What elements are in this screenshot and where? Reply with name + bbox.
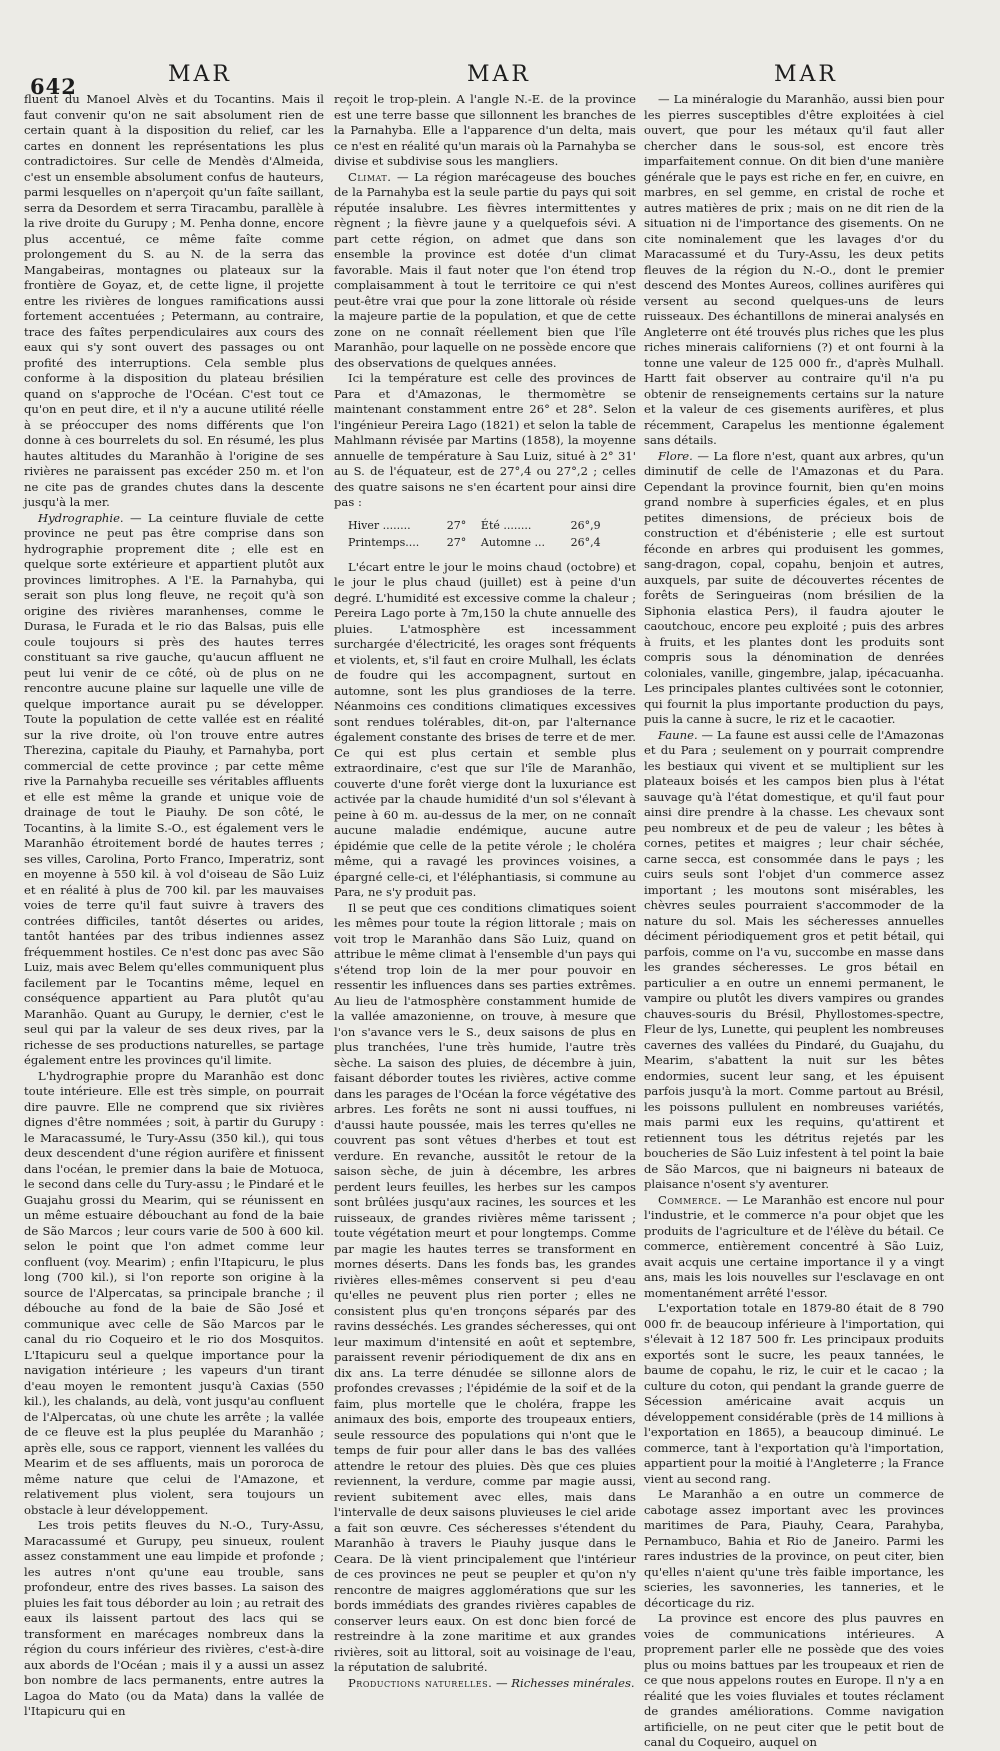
table-cell: 26°,9 (570, 518, 601, 532)
table-row (344, 534, 614, 552)
paragraph (644, 449, 944, 728)
paragraph: L'écart entre le jour le moins chaud (octobre) et le jour le plus chaud (juillet) est à peine d'un degré. L'humidité est excessive comme la chaleur ; Pereira Lago porte à 7m,150 la chute annuelle des pluies. L'atmosphère est incessamment surchargée d'électricité, les orages sont fréquents et violents, et, s'il faut en croire Mulhall, les éclats de foudre qui les accompagnent, surtout en automne, sont les plus grandioses de la terre. Néanmoins ces conditions climatiques excessives sont rendues tolérables, dit-on, par l'alternance également constante des brises de terre et de mer. Ce qui est plus certain et semble plus extraordinaire, c'est que sur l'île de Maranhão, couverte d'une forêt vierge dont la luxuriance est activée par la chaude humidité d'un sol s'élevant à peine à 60 m. au-dessus de la mer, on ne connaît aucune maladie endémique, aucune autre épidémie que celle de la petite vérole ; le choléra même, qui a ravagé les provinces voisines, a épargné celle-ci, et l'éléphantiasis, si commune au Para, ne s'y produit pas. (334, 559, 636, 899)
paragraph-text: — La faune est aussi celle de l'Amazonas et du Para ; seulement on y pourrait comprendre les bestiaux qui vivent et se multiplient sur les plateaux boisés et les campos bien plus à l'état sauvage qu'à l'état domestique, et qu'il faut pour ainsi dire prendre à la chasse. Les chevaux sont peu nombreux et de peu de valeur ; les bêtes à cornes, petites et maigres ; leur chair séchée, carne secca, est consommée dans le pays ; les cuirs seuls sont l'objet d'un commerce assez important ; les moutons sont misérables, les chèvres seules pourraient s'accommoder de la nature du sol. Mais les sécheresses annuelles déciment périodiquement gros et petit bétail, qui parfois, comme on l'a vu, succombe en masse dans les grandes sécheresses. Le gros bétail en particulier a en outre un ennemi permanent, le vampire ou plutôt les divers vampires ou grandes chauves-souris du Brésil, Phyllostomes-spectre, Fleur de lys, Lunette, qui peuplent les nombreuses cavernes des vallées du Pindaré, du Guajahu, du Mearim, s'abattent la nuit sur les bêtes endormies, sucent leur sang, et les épuisent parfois jusqu'à la mort. Comme partout au Brésil, les poissons pullulent en nombreuses variétés, mais parmi eux les requins, qu'attirent et retiennent tous les détritus rejetés par les boucheries de São Luiz infestent à tel point la baie de São Marcos, que ni baigneurs ni bateaux de plaisance n'osent s'y aventurer. (644, 727, 944, 1191)
table-cell: Été ........ (480, 518, 532, 532)
table-row (344, 517, 614, 535)
table-cell: 26°,4 (570, 536, 601, 549)
text-column-2 (334, 92, 636, 1690)
running-head-right: MAR (774, 62, 838, 87)
section-heading-commerce: Commerce. (658, 1192, 722, 1207)
paragraph (334, 1676, 636, 1692)
paragraph (24, 511, 324, 1069)
paragraph: Le Maranhão a en outre un commerce de cabotage assez important avec les provinces maritimes de Para, Piauhy, Ceara, Parahyba, Pernambuco, Bahia et Rio de Janeiro. Parmi les rares industries de la province, on peut citer, bien qu'elles n'aient qu'une très faible importance, les scieries, les savonneries, les tanneries, et le décorticage du riz. (644, 1487, 944, 1610)
section-heading-hydrographie: Hydrographie. (38, 510, 124, 525)
paragraph-text: — La flore n'est, quant aux arbres, qu'un diminutif de celle de l'Amazonas et du Para. Cependant la province fournit, bien qu'en moins grand nombre à superficies égales, et en plus petites dimensions, de précieux bois de construction et d'ébénisterie ; elle est surtout féconde en arbres qui produisent les gommes, sang-dragon, copal, copahu, benjoin et autres, auxquels, par suite de découvertes récentes de forêts de Seringueiras (nom brésilien de la Siphonia elastica Pers), il faudra ajouter le caoutchouc, encore peu exploité ; puis des arbres à fruits, et les plantes dont les produits sont compris sous la dénomination de denrées coloniales, vanille, gingembre, jalap, ipécacuanha. Les principales plantes cultivées sont le cotonnier, qui fournit la plus importante production du pays, puis la canne à sucre, le riz et le cacaotier. (644, 448, 944, 726)
paragraph: Les trois petits fleuves du N.-O., Tury-Assu, Maracassumé et Gurupy, peu sinueux, roulent assez constamment une eau limpide et profonde ; les autres n'ont qu'une eau trouble, sans profondeur, entre des rives basses. La saison des pluies les fait tous déborder au loin ; au retrait des eaux ils laissent partout des lacs qui se transforment en marécages nombreux dans la région du cours inférieur des rivières, c'est-à-dire aux abords de l'Océan ; mais il y a aussi un assez bon nombre de lacs permanents, entre autres la Lagoa do Mato (ou da Mata) dans la vallée de l'Itapicuru qui en (24, 1518, 324, 1718)
section-heading-flore: Flore. (658, 448, 693, 463)
paragraph: fluent du Manoel Alvès et du Tocantins. Mais il faut convenir qu'on ne sait absolument rien de certain quant à la disposition du relief, car les cartes en donnent les représentations les plus contradictoires. Sur celle de Mendès d'Almeida, c'est un ensemble absolument confus de hauteurs, parmi lesquelles on n'aperçoit qu'un faîte saillant, serra da Desordem et serra Tiracambu, parallèle à la rive droite du Gurupy ; M. Penha donne, encore plus accentué, ce même faîte comme prolongement du S. au N. de la serra das Mangabeiras, montagnes ou plateaux sur la frontière de Goyaz, et, de cette ligne, il projette entre les rivières de longues ramifications aussi fortement accentuées ; Petermann, au contraire, trace des faîtes perpendiculaires aux cours des eaux qui s'y sont ouvert des passages ou ont profité des interruptions. Cela semble plus conforme à la disposition du plateau brésilien quand on s'approche de l'Océan. C'est tout ce qu'on en peut dire, et il n'y a aucune utilité réelle à se préoccuper des noms différents que l'on donne à ces bourrelets du sol. En résumé, les plus hautes altitudes du Maranhão à l'origine de ses rivières ne paraissent pas excéder 250 m. et l'on ne cite pas de grandes chutes dans la descente jusqu'à la mer. (24, 92, 324, 509)
paragraph (334, 170, 636, 372)
running-head-center: MAR (467, 62, 531, 87)
table-cell: Automne ... (480, 536, 546, 549)
page-number: 642 (30, 74, 77, 99)
table-cell: 27° (446, 518, 467, 532)
paragraph: Il se peut que ces conditions climatiques soient les mêmes pour toute la région littorale ; mais on voit trop le Maranhão dans São Luiz, quand on attribue le même climat à l'ensemble d'un pays qui s'étend trop loin de la mer pour pouvoir en ressentir les influences dans ses parties extrêmes. Au lieu de l'atmosphère constamment humide de la vallée amazonienne, on trouve, à mesure que l'on s'avance vers le S., deux saisons de plus en plus tranchées, l'une très humide, l'autre très sèche. La saison des pluies, de décembre à juin, faisant déborder toutes les rivières, active comme dans les parages de l'Océan la force végétative des arbres. Les forêts ne sont ni aussi touffues, ni d'aussi haute poussée, mais les terres qu'elles ne couvrent pas sont vêtues d'herbes et tout est verdure. En revanche, aussitôt le retour de la saison sèche, de juin à décembre, les arbres perdent leurs feuilles, les herbes sur les campos sont brûlées jusqu'aux racines, les sources et les ruisseaux, de grandes rivières même tarissent ; toute végétation meurt et pour longtemps. Comme par magie les hautes terres se transforment en mornes déserts. Dans les fonds bas, les grandes rivières elles-mêmes conservent si peu d'eau qu'elles ne peuvent plus rien porter ; elles ne consistent plus qu'en tronçons séparés par des ravins desséchés. Les grandes sécheresses, qui ont leur maximum d'intensité en août et septembre, paraissent revenir périodiquement de dix ans en dix ans. La terre dénudée se sillonne alors de profondes crevasses ; l'épidémie de la soif et de la faim, plus mortelle que le choléra, frappe les animaux des bois, emporte des troupeaux entiers, seule ressource des populations qui n'ont que le temps de fuir pour aller dans le bas des vallées attendre le retour des pluies. Dès que ces pluies reviennent, la verdure, comme par magie aussi, revient subitement avec elles, mais dans l'intervalle de deux saisons pluvieuses le ciel aride a fait son œuvre. Ces sécheresses s'étendent du Maranhão à travers le Piauhy jusque dans le Ceara. De là vient principalement que l'intérieur de ces provinces ne peut se peupler et qu'on n'y rencontre de maigres agglomérations que sur les bords immédiats des grandes rivières capables de conserver leurs eaux. On est donc bien forcé de restreindre à la zone maritime et aux grandes rivières, soit au littoral, soit au voisinage de l'eau, la réputation de salubrité. (334, 900, 636, 1674)
paragraph: reçoit le trop-plein. A l'angle N.-E. de la province est une terre basse que sillonnent les branches de la Parnahyba. Elle a l'apparence d'un delta, mais ce n'est en réalité qu'un marais où la Parnahyba se divise et subdivise sous les mangliers. (334, 92, 636, 168)
paragraph-text: — La région marécageuse des bouches de la Parnahyba est la seule partie du pays qui soit réputée insalubre. Les fièvres intermittentes y règnent ; la fièvre jaune y a quelquefois sévi. A part cette région, on admet que dans son ensemble la province est dotée d'un climat favorable. Mais il faut noter que l'on étend trop complaisamment à tout le territoire ce qui n'est peut-être vrai que pour la zone littorale où réside la majeure partie de la population, et que de cette zone on ne connaît réellement bien que l'île Maranhão, pour laquelle on ne possède encore que des observations de quelques années. (334, 169, 636, 370)
paragraph: — La minéralogie du Maranhão, aussi bien pour les pierres susceptibles d'être exploitées à ciel ouvert, que pour les métaux qu'il faut aller chercher dans le sous-sol, est encore très imparfaitement connue. On dit bien d'une manière générale que le pays est riche en fer, en cuivre, en marbres, en sel gemme, en cristal de roche et autres matières de prix ; mais on ne dit rien de la situation ni de l'importance des gisements. On ne cite nominalement que les lavages d'or du Maracassumé et du Tury-Assu, les deux petits fleuves de la région du N.-O., dont le premier descend des Montes Aureos, collines aurifères qui versent au second quelques-uns de leurs ruisseaux. Des échantillons de minerai analysés en Angleterre ont été trouvés plus riches que les plus riches minerais californiens (?) et ont fourni à la tonne une valeur de 125 000 fr., d'après Mulhall. Hartt fait observer au contraire qu'il n'a pu obtenir de renseignements certains sur la nature et la valeur de ces gisements aurifères, et plus récemment, Carapelus les mentionne également sans détails. (644, 92, 944, 447)
table-cell: Hiver ........ (348, 518, 411, 532)
section-heading-productions: Productions naturelles. (348, 1675, 493, 1690)
table-cell: 27° (446, 536, 467, 549)
paragraph: La province est encore des plus pauvres en voies de communications intérieures. A proprement parler elle ne possède que des voies plus ou moins battues par les troupeaux et rien de ce que nous appelons routes en Europe. Il n'y a en réalité que les voies fluviales et toutes réclament de grandes améliorations. Comme navigation artificielle, on ne peut citer que le petit bout de canal du Coqueiro, auquel on (644, 1611, 944, 1749)
paragraph-text: — La ceinture fluviale de cette province ne peut pas être comprise dans son hydrographie proprement dite ; elle est en quelque sorte extérieure et appartient plutôt aux provinces limitrophes. A l'E. la Parnahyba, qui serait son plus long fleuve, ne reçoit qu'à son origine des rivières maranhenses, comme le Durasa, le Furada et le rio das Balsas, puis elle coule toujours si près des hautes terres constituant sa rive gauche, qu'aucun affluent ne peut lui venir de ce côté, où de plus on ne rencontre aucune plaine sur laquelle une ville de quelque importance aurait pu se développer. Toute la population de cette vallée est en réalité sur la rive droite, où l'on trouve entre autres Therezina, capitale du Piauhy, et Parnahyba, port commercial de cette province ; par cette même rive la Parnahyba recueille ses véritables affluents et elle est même la grande et unique voie de drainage de tout le Piauhy. De son côté, le Tocantins, à la limite S.-O., est également vers le Maranhão étroitement bordé de hautes terres ; ses villes, Carolina, Porto Franco, Imperatriz, sont en moyenne à 550 kil. à vol d'oiseau de São Luiz et en réalité à plus de 700 kil. par les mauvaises voies de terre qu'il faut suivre à travers des contrées difficiles, tantôt désertes ou arides, tantôt hantées par des tribus indiennes assez fréquemment hostiles. Ce n'est donc pas avec São Luiz, mais avec Belem qu'elles communiquent plus facilement par le Tocantins même, lequel en conséquence appartient au Para plutôt qu'au Maranhão. Quant au Gurupy, le dernier, c'est le seul qui par la valeur de ses deux rives, par la richesse de ses productions naturelles, se partage également entre les provinces qu'il limite. (24, 510, 324, 1067)
section-heading-faune: Faune. (658, 727, 698, 742)
paragraph-text: — Le Maranhão est encore nul pour l'industrie, et le commerce n'a pour objet que les produits de l'agriculture et de l'élève du bétail. Ce commerce, entièrement concentré à São Luiz, avait acquis une certaine importance il y a vingt ans, mais les lois nouvelles sur l'esclavage en ont momentanément arrêté l'essor. (644, 1192, 944, 1300)
subsection-heading: — Richesses minérales. (492, 1675, 635, 1690)
paragraph (644, 1193, 944, 1302)
text-column-3 (644, 92, 944, 1749)
paragraph: Ici la température est celle des provinces de Para et d'Amazonas, le thermomètre se maintenant constamment entre 26° et 28°. Selon l'ingénieur Pereira Lago (1821) et selon la table de Mahlmann révisée par Martins (1858), la moyenne annuelle de température à Sau Luiz, situé à 2° 31' au S. de l'équateur, est de 27°,4 ou 27°,2 ; celles des quatre saisons ne s'en écartent pour ainsi dire pas : (334, 371, 636, 509)
paragraph (644, 728, 944, 1193)
paragraph: L'exportation totale en 1879-80 était de 8 790 000 fr. de beaucoup inférieure à l'importation, qui s'élevait à 12 187 500 fr. Les principaux produits exportés sont le sucre, les peaux tannées, le baume de copahu, le riz, le cuir et le cacao ; la culture du coton, qui pendant la grande guerre de Sécession américaine avait acquis un développement considérable (près de 14 millions à l'exportation en 1865), a beaucoup diminué. Le commerce, tant à l'exportation qu'à l'importation, appartient pour la moitié à l'Angleterre ; la France vient au second rang. (644, 1301, 944, 1486)
text-column-1 (24, 92, 324, 1718)
running-head-left: MAR (168, 62, 232, 87)
table-cell: Printemps.... (348, 536, 420, 549)
season-temperature-table (344, 517, 614, 552)
paragraph: L'hydrographie propre du Maranhão est donc toute intérieure. Elle est très simple, on pourrait dire pauvre. Elle ne comprend que six rivières dignes d'être nommées ; soit, à partir du Gurupy : le Maracassumé, le Tury-Assu (350 kil.), qui tous deux descendent d'une région aurifère et finissent dans l'océan, le premier dans la baie de Motuoca, le second dans celle du Tury-assu ; le Pindaré et le Guajahu grossi du Mearim, qui se réunissent en un même estuaire débouchant au fond de la baie de São Marcos ; leur cours varie de 500 à 600 kil. selon le point que l'on admet comme leur confluent (voy. Mearim) ; enfin l'Itapicuru, le plus long (700 kil.), si l'on reporte son origine à la source de l'Alpercatas, sa principale branche ; il débouche au fond de la baie de São José et communique avec celle de São Marcos par le canal du rio Coqueiro et le rio dos Mosquitos. L'Itapicuru seul a quelque importance pour la navigation intérieure ; les vapeurs d'un tirant d'eau moyen le remontent jusqu'à Caxias (550 kil.), les chalands, au delà, vont jusqu'au confluent de l'Alpercatas, où une chute les arrête ; la vallée de ce fleuve est la plus peuplée du Maranhão ; après elle, sous ce rapport, viennent les vallées du Mearim et de ses affluents, mais un pororoca de même nature que celui de l'Amazone, et relativement plus violent, sera toujours un obstacle à leur développement. (24, 1068, 324, 1517)
section-heading-climat: Climat. (348, 169, 392, 184)
